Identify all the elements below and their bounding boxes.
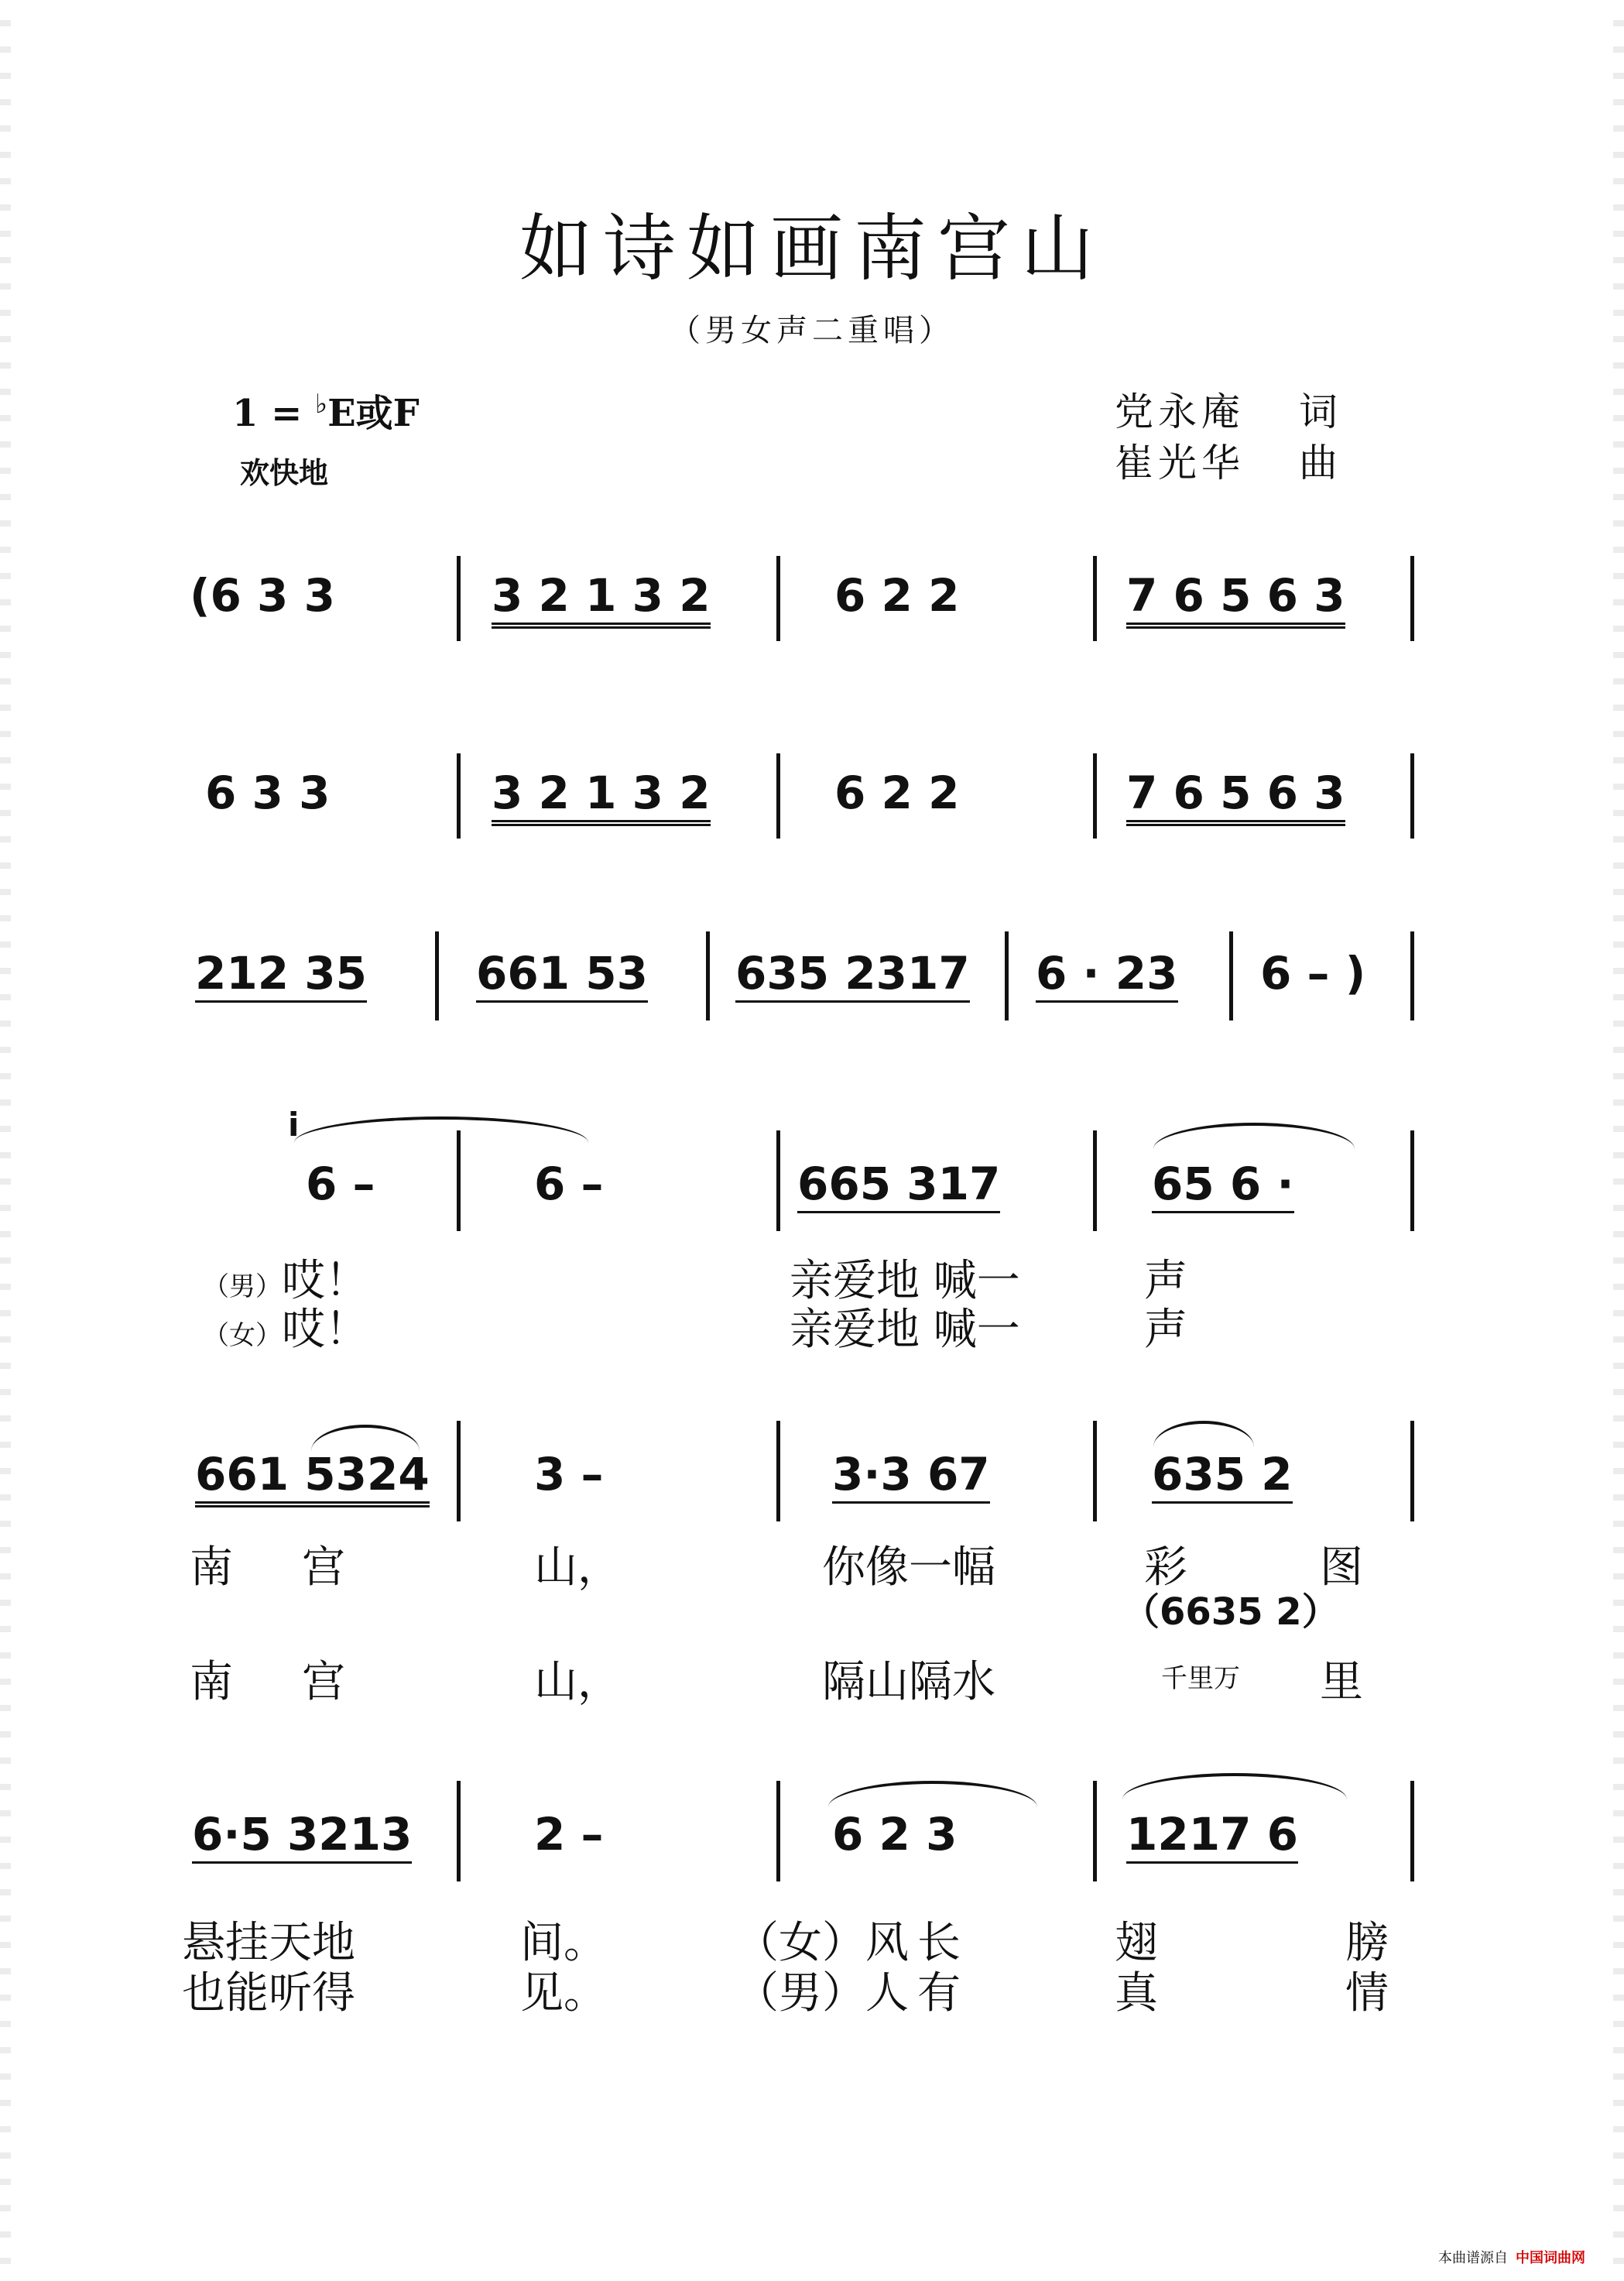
tempo-marking: 欢快地	[240, 456, 329, 490]
bar-line	[457, 753, 461, 839]
bar-line	[1410, 1421, 1414, 1521]
source-footer	[1438, 2247, 1585, 2267]
lyric-row6-l2-d: 有	[917, 1968, 961, 2019]
lyric-row6-l2-a: 也能听得	[182, 1968, 355, 2019]
measure: (6 3 3	[190, 569, 335, 622]
measure: 6 2 2	[834, 569, 960, 622]
measure: 212 35	[195, 951, 367, 1003]
score-row-6	[0, 1808, 1624, 1897]
slur	[828, 1781, 1037, 1807]
bar-line	[457, 1421, 461, 1521]
lyric-row6-l2-b: 见。	[520, 1968, 607, 2019]
bar-line	[1093, 1130, 1097, 1231]
bar-line	[1410, 931, 1414, 1020]
footer-text: 本曲谱源自	[1438, 2250, 1508, 2266]
lyric-row5-l1-e: 彩	[1144, 1542, 1187, 1593]
bar-line	[1005, 931, 1009, 1020]
measure: 1217 6	[1126, 1812, 1298, 1864]
score-row-3	[0, 947, 1624, 1036]
lyric-row6-l1-a: 悬挂天地	[182, 1918, 355, 1968]
measure: 6 – )	[1260, 947, 1366, 1000]
bar-line	[776, 753, 780, 839]
bar-line	[776, 1421, 780, 1521]
slur	[311, 1425, 420, 1451]
lyricist-credit: 党永庵 词	[1115, 389, 1342, 434]
measure: 7 6 5 6 3	[1126, 770, 1345, 826]
bar-line	[457, 1130, 461, 1231]
lyric-row5-l1-f: 图	[1320, 1542, 1363, 1593]
measure: 3 2 1 3 2	[492, 770, 711, 826]
lyric-row5-l1-b: 宫	[302, 1542, 345, 1593]
slur	[1153, 1421, 1254, 1447]
score-row-4	[0, 1106, 1624, 1247]
measure: 635 2317	[735, 951, 970, 1003]
footer-site-link[interactable]: 中国词曲网	[1516, 2250, 1585, 2266]
lyric-row5-l2-d: 隔山隔水	[822, 1657, 995, 1707]
bar-line	[776, 1781, 780, 1881]
lyric-row5-l2-a: 南	[190, 1657, 233, 1707]
measure: 6 –	[306, 1158, 375, 1210]
bar-line	[457, 1781, 461, 1881]
song-subtitle: （男女声二重唱）	[670, 313, 954, 348]
lyric-row5-l2-e: 千里万	[1161, 1663, 1240, 1694]
bar-line	[1093, 556, 1097, 641]
lyric-row6-l1-f: 膀	[1345, 1918, 1389, 1968]
measure: 6·5 3213	[192, 1812, 412, 1864]
score-row-1	[0, 569, 1624, 658]
lyric-row6-l1-c: （女）风	[735, 1918, 909, 1968]
slur	[1122, 1773, 1347, 1799]
lyric-row5-l2-b: 宫	[302, 1657, 345, 1707]
bar-line	[706, 931, 710, 1020]
lyric-row5-l1-c: 山，	[534, 1542, 621, 1593]
lyric-row5-l2-f: 里	[1320, 1657, 1363, 1707]
lyric-female-row4: （女）哎！	[203, 1305, 368, 1355]
bar-line	[1093, 1421, 1097, 1521]
bar-line	[435, 931, 439, 1020]
lyric-row6-l2-e: 真	[1115, 1968, 1158, 2019]
lyric-row5-l1-a: 南	[190, 1542, 233, 1593]
bar-line	[1410, 753, 1414, 839]
slur	[294, 1116, 588, 1143]
composer-credit: 崔光华 曲	[1115, 441, 1342, 485]
measure: 665 317	[797, 1161, 1000, 1213]
slur	[1153, 1123, 1355, 1149]
measure: 661 53	[476, 951, 648, 1003]
bar-line	[776, 1130, 780, 1231]
bar-line	[776, 556, 780, 641]
bar-line	[1410, 1130, 1414, 1231]
bar-line	[457, 556, 461, 641]
lyric-row6-l1-b: 间。	[520, 1918, 607, 1968]
bar-line	[1093, 1781, 1097, 1881]
bar-line	[1093, 753, 1097, 839]
score-row-5	[0, 1448, 1624, 1537]
lyric-row6-l2-f: 情	[1345, 1968, 1389, 2019]
bar-line	[1229, 931, 1233, 1020]
lyric-row6-l2-c: （男）人	[735, 1968, 909, 2019]
score-row-2	[0, 767, 1624, 856]
measure: 6 · 23	[1036, 951, 1178, 1003]
measure: 6 2 3	[832, 1808, 958, 1861]
lyric-row6-l1-e: 翅	[1115, 1918, 1158, 1968]
key-signature: 1 = ♭E或F	[232, 389, 420, 435]
lyric-female-row4-c: 声	[1144, 1305, 1187, 1355]
lyric-female-row4-b: 亲爱地 喊一	[790, 1305, 1020, 1355]
measure: 661 5324	[195, 1452, 430, 1508]
lyric-row5-l1-d: 你像一幅	[822, 1542, 995, 1593]
bar-line	[1410, 556, 1414, 641]
song-title: 如诗如画南宫山	[519, 207, 1105, 291]
measure: 6 2 2	[834, 767, 960, 819]
measure: 3 –	[534, 1448, 604, 1501]
lyric-male-row4-c: 声	[1144, 1256, 1187, 1306]
measure: 6 –	[534, 1158, 604, 1210]
alt-melody: （6635 2）	[1122, 1590, 1339, 1634]
bar-line	[1410, 1781, 1414, 1881]
lyric-male-row4: （男）哎！	[203, 1256, 368, 1306]
measure: 6 3 3	[205, 767, 331, 819]
measure: 635 2	[1152, 1452, 1293, 1504]
lyric-row5-l2-c: 山，	[534, 1657, 621, 1707]
lyric-row6-l1-d: 长	[917, 1918, 961, 1968]
measure: 2 –	[534, 1808, 604, 1861]
measure: 3·3 67	[832, 1452, 990, 1504]
measure: 65 6 ·	[1152, 1161, 1294, 1213]
lyric-male-row4-b: 亲爱地 喊一	[790, 1256, 1020, 1306]
measure: 7 6 5 6 3	[1126, 573, 1345, 629]
measure: 3 2 1 3 2	[492, 573, 711, 629]
grace-note: i	[288, 1106, 300, 1144]
